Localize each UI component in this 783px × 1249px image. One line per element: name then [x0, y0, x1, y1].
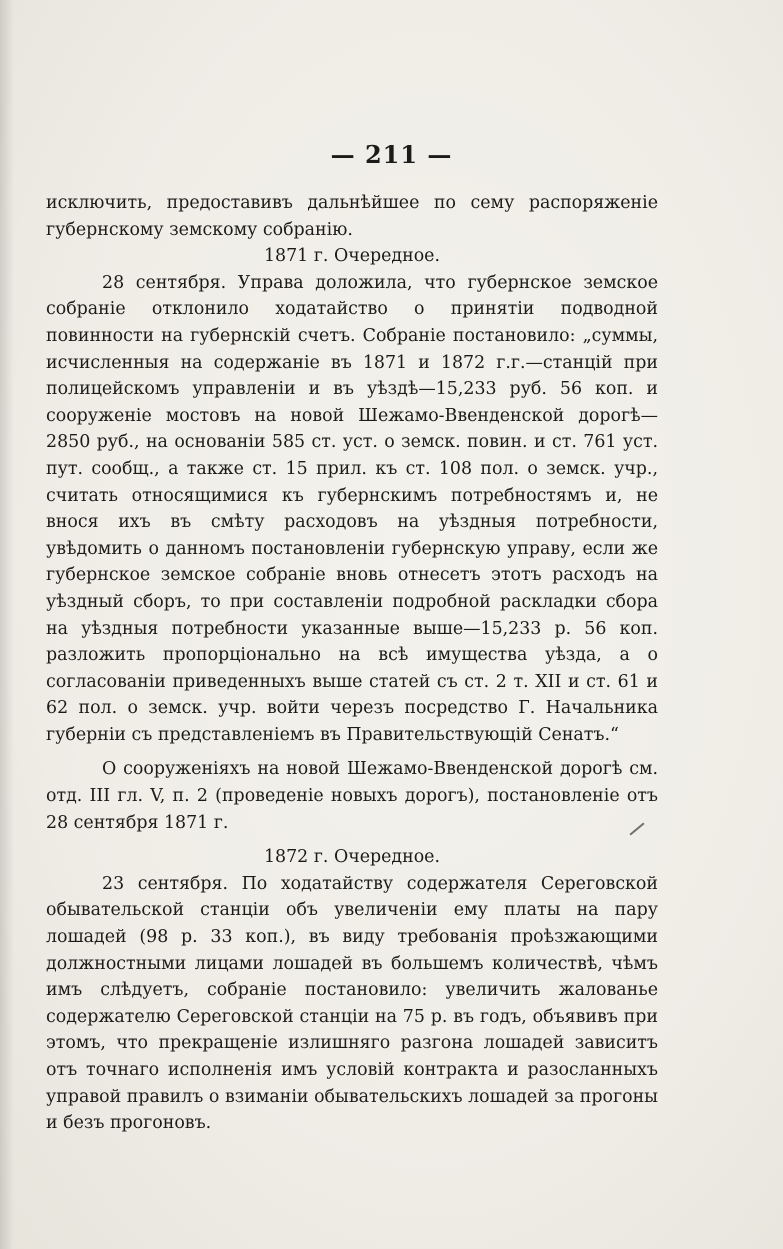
binding-shadow	[0, 0, 14, 1249]
section-heading-1872: 1872 г. Очередное.	[263, 847, 440, 868]
paragraph-1872-sept-23: 23 сентября. По ходатайству содержателя Сереговской обывательской станціи объ увеличеніи ему платы на пару лошадей (98 р. 33 коп.), въ виду требованія проѣзжающими должностными лицами лошадей въ большемъ количествѣ, чѣмъ имъ слѣдуетъ, собраніе постановило: увеличить жалованье содержателю Сереговской станціи на 75 р. въ годъ, объявивъ при этомъ, что прекращеніе излишняго разгона лошадей зависитъ отъ точнаго исполненія имъ условій контракта и разосланныхъ управой правилъ о взиманіи обывательскихъ лошадей за прогоны и безъ прогоновъ.	[46, 873, 658, 1134]
page-number: — 211 —	[330, 140, 453, 169]
paragraph-cross-reference: О сооруженіяхъ на новой Шежамо-Ввенденской дорогѣ см. отд. III гл. V, п. 2 (проведеніе новыхъ дорогъ), постановленіе отъ 28 сентября 1871 г.	[46, 759, 658, 833]
paragraph-continuation: исключить, предоставивъ дальнѣйшее по сему распоряженіе губернскому земскому собранію.	[46, 193, 658, 240]
body-text	[46, 190, 658, 1137]
paragraph-1871-sept-28: 28 сентября. Управа доложила, что губернское земское собраніе отклонило ходатайство о принятіи подводной повинности на губернскій счетъ. Собраніе постановило: „суммы, исчисленныя на содержаніе въ 1871 и 1872 г.г.—станцій при полицейскомъ управленіи и въ уѣздѣ—15,233 руб. 56 коп. и сооруженіе мостовъ на новой Шежамо-Ввенденской дорогѣ—2850 руб., на основаніи 585 ст. уст. о земск. повин. и ст. 761 уст. пут. сообщ., а также ст. 15 прил. къ ст. 108 пол. о земск. учр., считать относящимися къ губернскимъ потребностямъ и, не внося ихъ въ смѣту расходовъ на уѣздныя потребности, увѣдомить о данномъ постановленіи губернскую управу, если же губернское земское собраніе вновь отнесетъ этотъ расходъ на уѣздный сборъ, то при составленіи подробной раскладки сбора на уѣздныя потребности указанные выше—15,233 р. 56 коп. разложить пропорціонально на всѣ имущества уѣзда, а о согласованіи приведенныхъ выше статей съ ст. 2 т. XII и ст. 61 и 62 пол. о земск. учр. войти черезъ посредство Г. Начальника губерніи съ представленіемъ въ Правительствующій Сенатъ.“	[46, 272, 658, 745]
section-heading-1871: 1871 г. Очередное.	[263, 246, 440, 267]
